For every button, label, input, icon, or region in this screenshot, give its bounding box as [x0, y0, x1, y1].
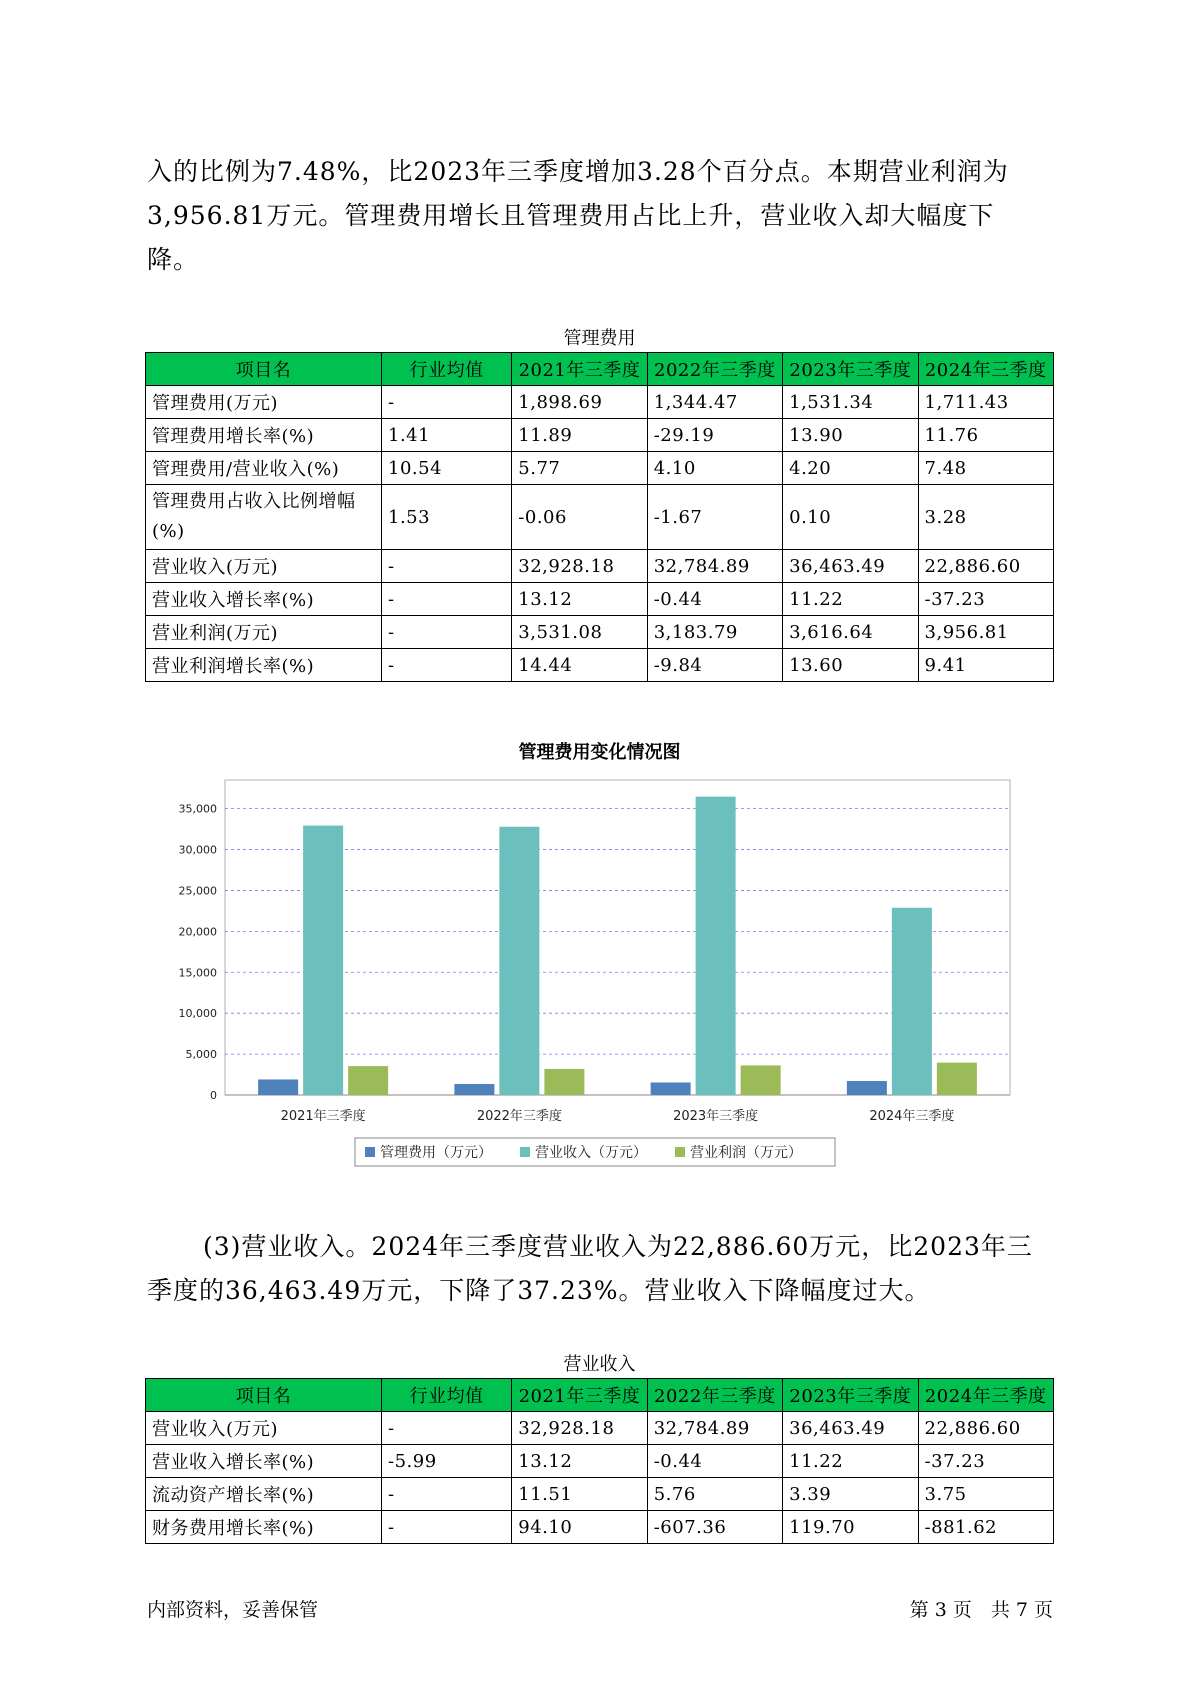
table-cell: 11.76: [918, 419, 1053, 452]
table-cell: 22,886.60: [918, 550, 1053, 583]
table-cell: 36,463.49: [783, 1412, 918, 1445]
y-tick-label: 20,000: [178, 925, 217, 939]
bar-2-3: [696, 797, 736, 1095]
bar-3-3: [741, 1065, 781, 1095]
header-cell: 2021年三季度: [512, 1379, 647, 1412]
header-cell: 2022年三季度: [647, 353, 782, 386]
paragraph-1-line-2: 3,956.81万元。管理费用增长且管理费用占比上升，营业收入却大幅度下: [147, 201, 995, 230]
table-cell: 36,463.49: [783, 550, 918, 583]
table-cell: 11.89: [512, 419, 647, 452]
table-cell: 3.75: [918, 1478, 1053, 1511]
chart-title: 管理费用变化情况图: [518, 742, 681, 763]
table-cell: 32,784.89: [647, 550, 782, 583]
table-cell: -881.62: [918, 1511, 1053, 1544]
table-cell: 营业利润增长率(%): [146, 649, 382, 682]
table-cell: 管理费用/营业收入(%): [146, 452, 382, 485]
header-cell: 2024年三季度: [918, 1379, 1053, 1412]
x-tick-label: 2021年三季度: [280, 1109, 366, 1124]
bar-1-4: [847, 1081, 887, 1095]
paragraph-2: [147, 1225, 1052, 1313]
bar-2-1: [303, 826, 343, 1095]
bar-2-2: [499, 827, 539, 1095]
paragraph-1-line-1: 入的比例为7.48%，比2023年三季度增加3.28个百分点。本期营业利润为: [147, 157, 1009, 186]
table-cell: 32,928.18: [512, 550, 647, 583]
table-row: [146, 550, 1054, 583]
table-cell: 1,344.47: [647, 386, 782, 419]
table-row: [146, 649, 1054, 682]
table-cell: 3.28: [918, 485, 1053, 550]
table-cell: 13.90: [783, 419, 918, 452]
table-cell: -9.84: [647, 649, 782, 682]
table-cell: -0.06: [512, 485, 647, 550]
y-tick-label: 5,000: [185, 1048, 217, 1062]
x-tick-label: 2024年三季度: [869, 1109, 955, 1124]
table-cell: 22,886.60: [918, 1412, 1053, 1445]
header-cell: 2021年三季度: [512, 353, 647, 386]
table-cell: 5.76: [647, 1478, 782, 1511]
x-tick-label: 2022年三季度: [476, 1109, 562, 1124]
management-expense-table: [145, 352, 1054, 682]
y-tick-label: 35,000: [178, 802, 217, 816]
table-2-caption: 营业收入: [563, 1354, 636, 1375]
bar-1-1: [258, 1079, 298, 1095]
footer-confidential: 内部资料，妥善保管: [147, 1599, 319, 1621]
header-cell: 项目名: [146, 1379, 382, 1412]
header-cell: 项目名: [146, 353, 382, 386]
table-row: [146, 583, 1054, 616]
table-cell: 管理费用占收入比例增幅(%): [146, 485, 382, 550]
table-cell: 32,784.89: [647, 1412, 782, 1445]
header-cell: 2022年三季度: [647, 1379, 782, 1412]
table-cell: 营业收入(万元): [146, 1412, 382, 1445]
table-cell: 0.10: [783, 485, 918, 550]
table-cell: 13.12: [512, 1445, 647, 1478]
table-row: [146, 419, 1054, 452]
paragraph-2-line-2: 季度的36,463.49万元，下降了37.23%。营业收入下降幅度过大。: [147, 1276, 931, 1305]
table-cell: 营业收入增长率(%): [146, 1445, 382, 1478]
table-cell: 3.39: [783, 1478, 918, 1511]
y-tick-label: 10,000: [178, 1007, 217, 1021]
table-cell: 10.54: [382, 452, 512, 485]
header-cell: 2023年三季度: [783, 1379, 918, 1412]
table-cell: 1.53: [382, 485, 512, 550]
table-cell: 1,711.43: [918, 386, 1053, 419]
table-row: [146, 616, 1054, 649]
table-cell: 3,531.08: [512, 616, 647, 649]
table-cell: 13.60: [783, 649, 918, 682]
table-cell: 管理费用(万元): [146, 386, 382, 419]
table-cell: 13.12: [512, 583, 647, 616]
paragraph-1-line-3: 降。: [147, 245, 200, 274]
table-row: [146, 1511, 1054, 1544]
table-cell: 3,956.81: [918, 616, 1053, 649]
table-cell: 7.48: [918, 452, 1053, 485]
header-cell: 行业均值: [382, 1379, 512, 1412]
table-cell: 4.10: [647, 452, 782, 485]
table-cell: 11.22: [783, 583, 918, 616]
table-cell: 11.51: [512, 1478, 647, 1511]
table-cell: -607.36: [647, 1511, 782, 1544]
table-cell: -0.44: [647, 1445, 782, 1478]
table-cell: -: [382, 1412, 512, 1445]
legend-label: 营业利润（万元）: [690, 1145, 802, 1161]
y-tick-label: 30,000: [178, 843, 217, 857]
table-cell: -: [382, 1478, 512, 1511]
table-cell: 营业利润(万元): [146, 616, 382, 649]
bar-3-4: [937, 1063, 977, 1095]
table-1-caption: 管理费用: [563, 328, 636, 349]
y-tick-label: 15,000: [178, 966, 217, 980]
footer-page-number: 第 3 页 共 7 页: [909, 1599, 1053, 1621]
legend-label: 营业收入（万元）: [535, 1145, 647, 1161]
table-cell: -29.19: [647, 419, 782, 452]
table-cell: -: [382, 1511, 512, 1544]
table-cell: 9.41: [918, 649, 1053, 682]
table-cell: 营业收入增长率(%): [146, 583, 382, 616]
table-cell: -: [382, 616, 512, 649]
table-header-row: [146, 353, 1054, 386]
table-cell: 14.44: [512, 649, 647, 682]
table-row: [146, 386, 1054, 419]
table-cell: -37.23: [918, 583, 1053, 616]
table-cell: 营业收入(万元): [146, 550, 382, 583]
legend-swatch: [365, 1147, 375, 1157]
table-cell: 5.77: [512, 452, 647, 485]
table-row: [146, 485, 1054, 550]
table-cell: -1.67: [647, 485, 782, 550]
bar-1-3: [651, 1082, 691, 1095]
table-cell: -: [382, 550, 512, 583]
table-row: [146, 1445, 1054, 1478]
table-cell: 管理费用增长率(%): [146, 419, 382, 452]
table-cell: 财务费用增长率(%): [146, 1511, 382, 1544]
table-cell: 3,183.79: [647, 616, 782, 649]
table-row: [146, 1478, 1054, 1511]
table-cell: 1.41: [382, 419, 512, 452]
table-cell: 94.10: [512, 1511, 647, 1544]
paragraph-1: [147, 150, 1052, 282]
table-cell: -: [382, 386, 512, 419]
table-cell: 1,898.69: [512, 386, 647, 419]
management-expense-chart: [150, 765, 1030, 1185]
legend-label: 管理费用（万元）: [380, 1145, 492, 1161]
table-cell: -0.44: [647, 583, 782, 616]
table-cell: -: [382, 583, 512, 616]
y-tick-label: 0: [210, 1089, 217, 1102]
table-cell: 3,616.64: [783, 616, 918, 649]
table-cell: -5.99: [382, 1445, 512, 1478]
table-cell: 32,928.18: [512, 1412, 647, 1445]
header-cell: 行业均值: [382, 353, 512, 386]
table-cell: 1,531.34: [783, 386, 918, 419]
table-row: [146, 452, 1054, 485]
header-cell: 2024年三季度: [918, 353, 1053, 386]
paragraph-2-line-1: (3)营业收入。2024年三季度营业收入为22,886.60万元，比2023年三: [203, 1232, 1033, 1261]
bar-3-1: [348, 1066, 388, 1095]
table-cell: -: [382, 649, 512, 682]
y-tick-label: 25,000: [178, 884, 217, 898]
table-cell: 11.22: [783, 1445, 918, 1478]
bar-2-4: [892, 908, 932, 1095]
table-cell: -37.23: [918, 1445, 1053, 1478]
bar-3-2: [544, 1069, 584, 1095]
table-cell: 119.70: [783, 1511, 918, 1544]
table-cell: 流动资产增长率(%): [146, 1478, 382, 1511]
legend-swatch: [520, 1147, 530, 1157]
table-cell: 4.20: [783, 452, 918, 485]
header-cell: 2023年三季度: [783, 353, 918, 386]
table-header-row: [146, 1379, 1054, 1412]
legend-swatch: [675, 1147, 685, 1157]
x-tick-label: 2023年三季度: [673, 1109, 759, 1124]
table-row: [146, 1412, 1054, 1445]
bar-1-2: [454, 1084, 494, 1095]
revenue-table: [145, 1378, 1054, 1544]
